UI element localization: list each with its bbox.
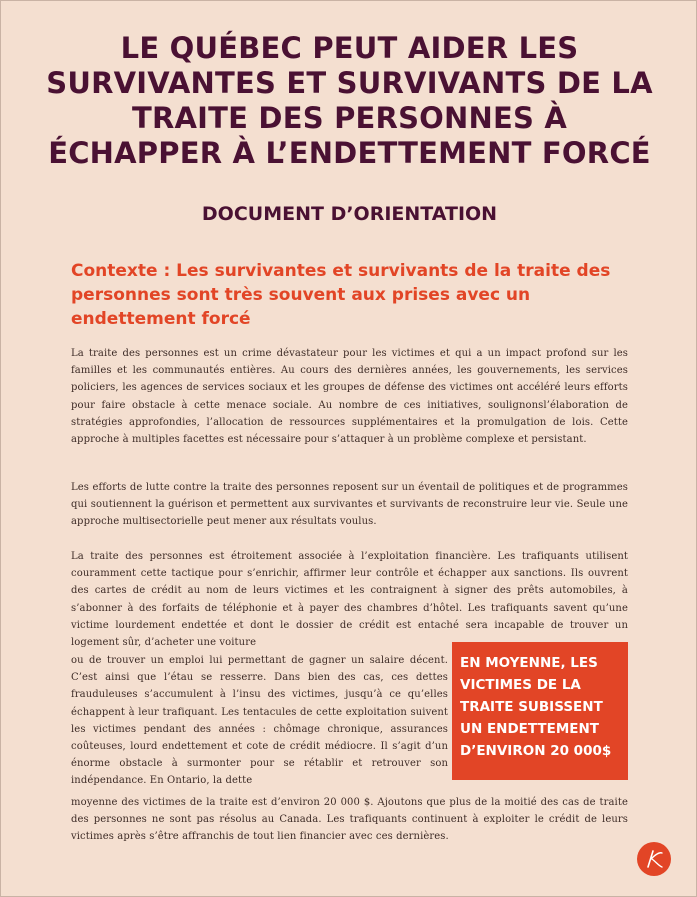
body-paragraph: moyenne des victimes de la traite est d’environ 20 000 $. Ajoutons que plus de la moitié des cas de traite des personnes ne sont pas résolus au Canada. Les trafiquants continuent à exploiter le crédit de leurs victimes après s’être affranchis de tout lien financier avec ces dernières. xyxy=(71,797,628,843)
page-title: LE QUÉBEC PEUT AIDER LES SURVIVANTES ET SURVIVANTS DE LA TRAITE DES PERSONNES À ÉCHAPPER À L’ENDETTEMENT FORCÉ xyxy=(46,31,653,170)
statistic-callout: EN MOYENNE, LES VICTIMES DE LA TRAITE SUBISSENT UN ENDETTEMENT D’ENVIRON 20 000$ xyxy=(452,642,628,780)
body-paragraph: La traite des personnes est un crime dévastateur pour les victimes et qui a un impact profond sur les familles et les communautés entières. Au cours des dernières années, les gouvernements, les services policiers, les agences de services sociaux et les groupes de défense des victimes ont accéléré leurs efforts pour faire obstacle à cette menace sociale. Au nombre de ces initiatives, soulignonsl’élaboration de stratégies approfondies, l’allocation de ressources supplémentaires et la promulgation de lois. Cette approche à multiples facettes est nécessaire pour s’attaquer à un problème complexe et persistant. xyxy=(71,348,628,446)
logo-mark-icon xyxy=(637,842,671,876)
body-paragraph-wrapped: ou de trouver un emploi lui permettant de gagner un salaire décent. C’est ainsi que l’étau se resserre. Dans bien des cas, ces dettes frauduleuses s’accumulent à l’insu des victimes, jusqu’à ce qu’elles échappent à leur trafiquant. Les tentacules de cette exploitation suivent les victimes pendant des années : chômage chronique, assurances coûteuses, lourd endettement et cote de crédit médiocre. Il s’agit d’un énorme obstacle à surmonter pour se rétablir et retrouver son indépendance. En Ontario, la dette xyxy=(71,655,448,787)
document-subtitle: DOCUMENT D’ORIENTATION xyxy=(201,203,498,225)
body-paragraph: La traite des personnes est étroitement associée à l’exploitation financière. Les trafiquants utilisent couramment cette tactique pour s’enrichir, affirmer leur contrôle et échapper aux sanctions. Ils ouvrent des cartes de crédit au nom de leurs victimes et les contraignent à signer des prêts automobiles, à s’abonner à des forfaits de téléphonie et à payer des chambres d’hôtel. Les trafiquants savent qu’une victime lourdement endettée et dont le dossier de crédit est entaché sera incapable de trouver un logement sûr, d’acheter une voiture xyxy=(71,551,628,649)
section-heading: Contexte : Les survivantes et survivants de la traite des personnes sont très souvent aux prises avec un endettement forcé xyxy=(71,261,611,329)
body-paragraph: Les efforts de lutte contre la traite des personnes reposent sur un éventail de politiques et de programmes qui soutiennent la guérison et permettent aux survivantes et survivants de reconstruire leur vie. Seule une approche multisectorielle peut mener aux résultats voulus. xyxy=(71,482,628,528)
circle-logo-icon xyxy=(637,842,671,876)
